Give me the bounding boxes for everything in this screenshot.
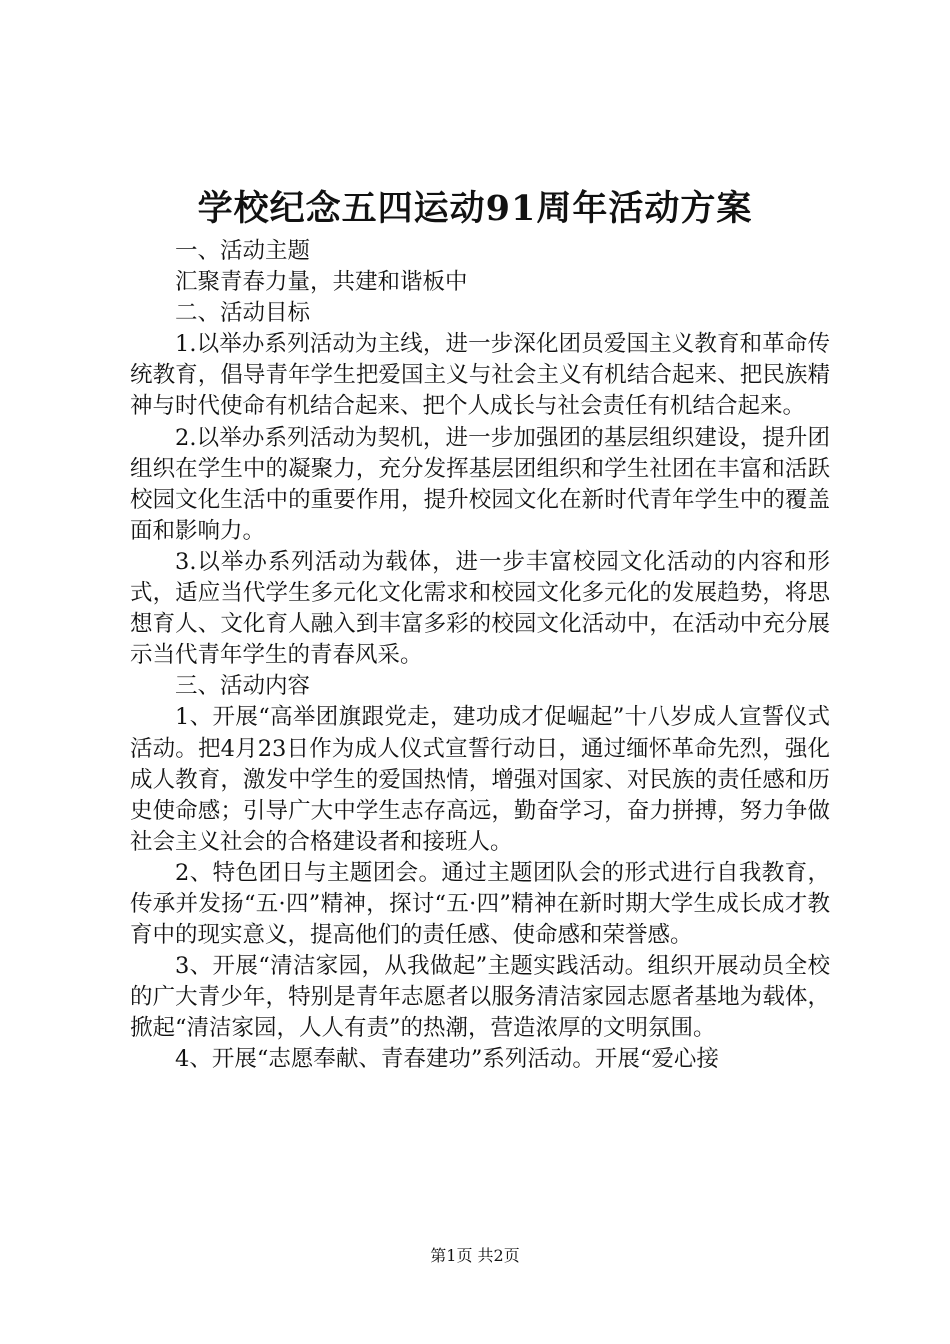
content-paragraph-1: 1、开展“高举团旗跟党走，建功成才促崛起”十八岁成人宣誓仪式活动。把4月23日作为成人仪式宣誓行动日，通过缅怀革命先烈，强化成人教育，激发中学生的爱国热情，增强对国家、对民族的责任感和历史使命感；引导广大中学生志存高远，勤奋学习，奋力拼搏，努力争做社会主义社会的合格建设者和接班人。	[130, 704, 830, 855]
section-heading-theme: 一、活动主题	[175, 238, 311, 264]
document-title: 学校纪念五四运动91周年活动方案	[197, 188, 753, 229]
page-footer: 第1页 共2页	[430, 1246, 520, 1265]
section-heading-goals: 二、活动目标	[175, 300, 311, 327]
goal-paragraph-1: 1.以举办系列活动为主线，进一步深化团员爱国主义教育和革命传统教育，倡导青年学生把爱国主义与社会主义有机结合起来、把民族精神与时代使命有机结合起来、把个人成长与社会责任有机结合起来。	[130, 331, 830, 420]
document-body	[130, 236, 830, 1076]
content-paragraph-2: 2、特色团日与主题团会。通过主题团队会的形式进行自我教育，传承并发扬“五·四”精神，探讨“五·四”精神在新时期大学生成长成才教育中的现实意义，提高他们的责任感、使命感和荣誉感。	[130, 859, 830, 949]
goal-paragraph-3: 3.以举办系列活动为载体，进一步丰富校园文化活动的内容和形式，适应当代学生多元化文化需求和校园文化多元化的发展趋势，将思想育人、文化育人融入到丰富多彩的校园文化活动中，在活动中充分展示当代青年学生的青春风采。	[130, 548, 830, 669]
content-paragraph-4: 4、开展“志愿奉献、青春建功”系列活动。开展“爱心接	[175, 1046, 719, 1073]
goal-paragraph-2: 2.以举办系列活动为契机，进一步加强团的基层组织建设，提升团组织在学生中的凝聚力，充分发挥基层团组织和学生社团在丰富和活跃校园文化生活中的重要作用，提升校园文化在新时代青年学生中的覆盖面和影响力。	[130, 424, 830, 544]
content-paragraph-3: 3、开展“清洁家园，从我做起”主题实践活动。组织开展动员全校的广大青少年，特别是青年志愿者以服务清洁家园志愿者基地为载体，掀起“清洁家园，人人有责”的热潮，营造浓厚的文明氛围。	[130, 953, 830, 1042]
section-heading-content: 三、活动内容	[175, 673, 311, 700]
theme-text: 汇聚青春力量，共建和谐板中	[175, 269, 468, 296]
